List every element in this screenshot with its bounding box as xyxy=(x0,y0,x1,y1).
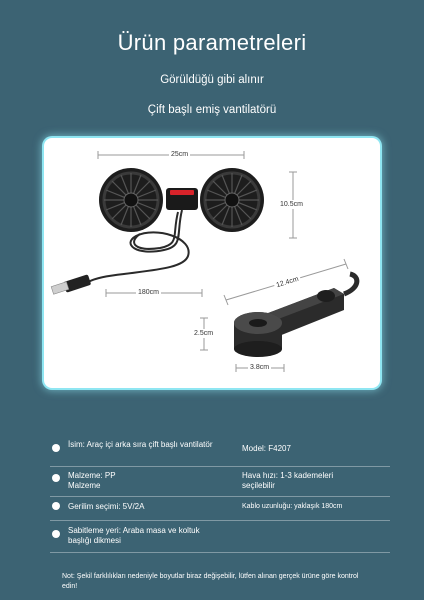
spec-mount: Sabitleme yeri: Araba masa ve koltuk başlığı dikmesi xyxy=(68,526,200,545)
center-hub xyxy=(166,188,198,210)
height-dimension-label: 10.5cm xyxy=(280,201,303,208)
cable-dimension-label: 180cm xyxy=(138,289,160,296)
spec-material: Malzeme: PP Malzeme xyxy=(68,471,116,490)
spec-name: İsim: Araç içi arka sıra çift başlı vantilatör xyxy=(68,440,213,449)
product-name: Çift başlı emiş vantilatörü xyxy=(147,104,277,116)
usb-plug xyxy=(51,274,91,294)
spec-divider xyxy=(50,552,390,553)
page-title: Ürün parametreleri xyxy=(117,30,307,55)
product-illustration xyxy=(44,138,380,388)
width-dimension-label: 25cm xyxy=(171,151,189,158)
page-subtitle: Görüldüğü gibi alınır xyxy=(160,74,264,86)
hook-width-dimension-label: 3.8cm xyxy=(250,364,270,371)
left-fan xyxy=(99,168,163,232)
spec-divider xyxy=(50,496,390,497)
hook-length-dimension-label: 12.4cm xyxy=(273,274,301,290)
spec-model: Model: F4207 xyxy=(242,444,291,453)
bullet-icon xyxy=(52,530,60,538)
product-image-card xyxy=(44,138,380,388)
bullet-icon xyxy=(52,444,60,452)
spec-divider xyxy=(50,466,390,467)
right-fan xyxy=(200,168,264,232)
hook-height-dimension-label: 2.5cm xyxy=(194,330,214,337)
headrest-hook xyxy=(234,274,357,357)
spec-speed: Hava hızı: 1-3 kademeleri seçilebilir xyxy=(242,471,334,490)
spec-divider xyxy=(50,520,390,521)
spec-voltage: Gerilim seçimi: 5V/2A xyxy=(68,502,145,511)
disclaimer-note: Not: Şekil farklılıkları nedeniyle boyutlar biraz değişebilir, lütfen alınan gerçek ürüne göre kontrol edin! xyxy=(62,573,359,590)
bullet-icon xyxy=(52,502,60,510)
spec-cable-length: Kablo uzunluğu: yaklaşık 180cm xyxy=(242,503,343,510)
bullet-icon xyxy=(52,474,60,482)
